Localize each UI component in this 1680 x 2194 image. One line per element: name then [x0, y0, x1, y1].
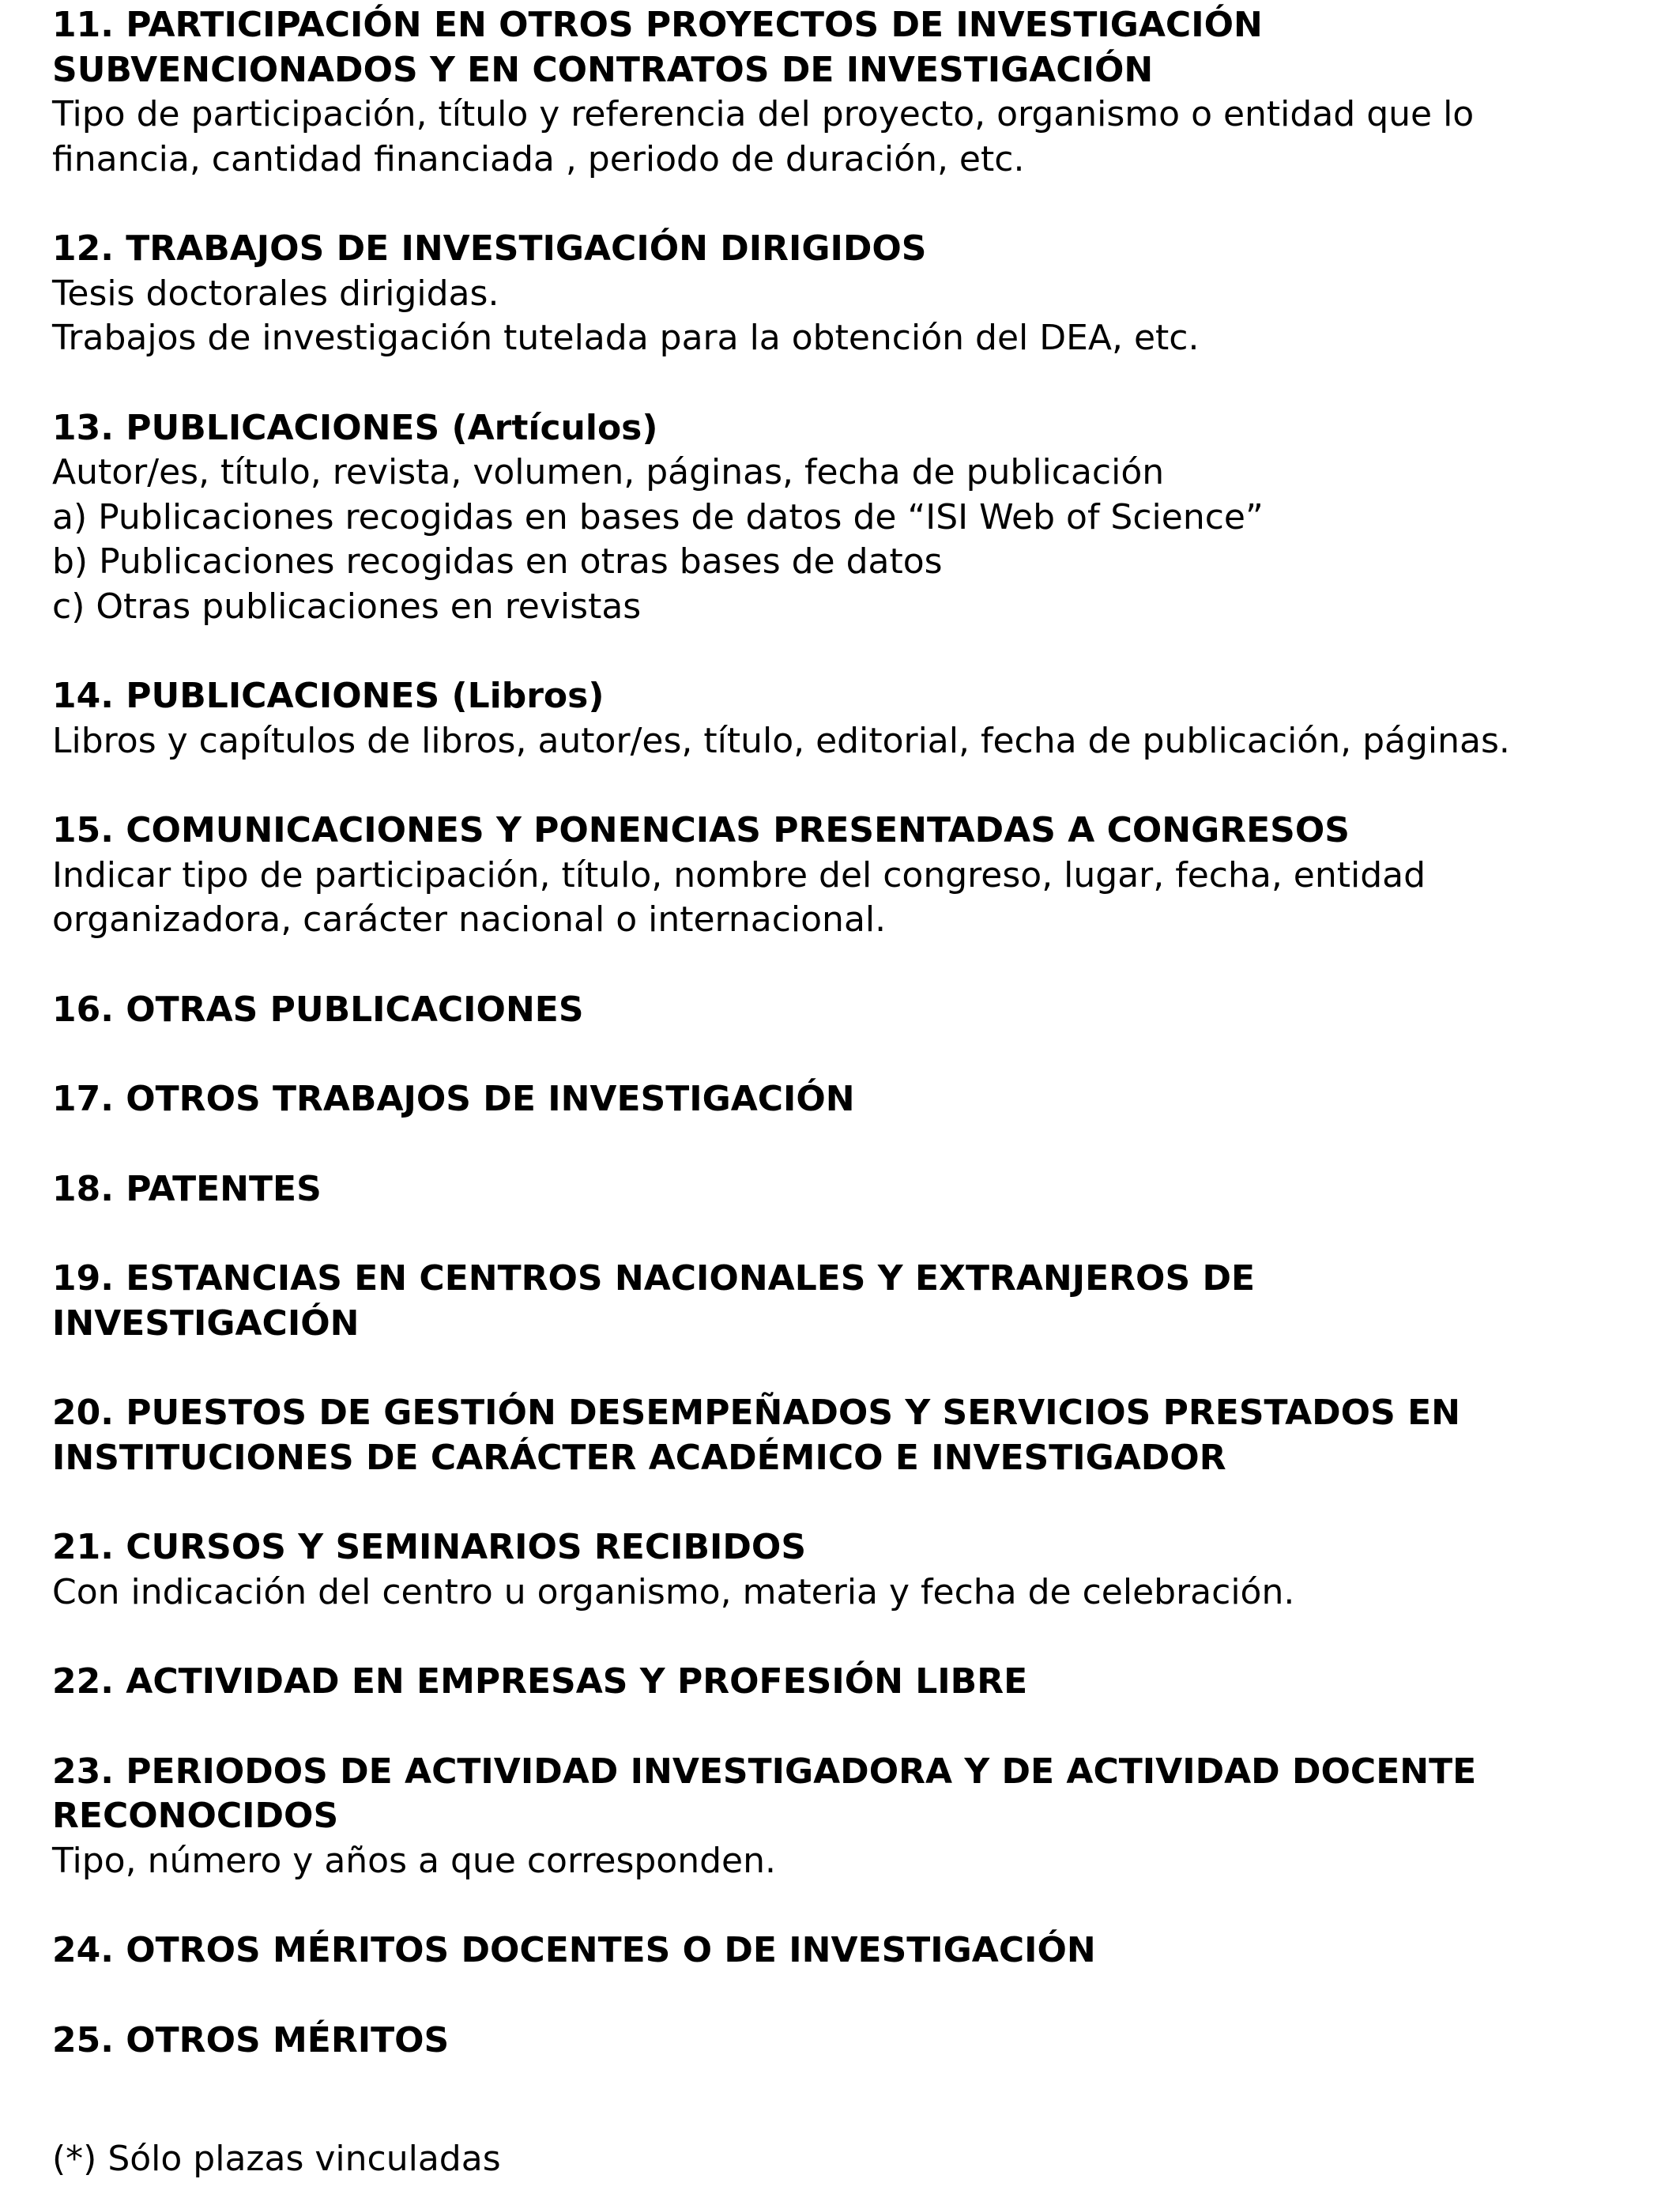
sections-list	[52, 3, 1640, 2063]
section-heading: 19. ESTANCIAS EN CENTROS NACIONALES Y EXTRANJEROS DE	[52, 1258, 1256, 1299]
section-description-line: b) Publicaciones recogidas en otras bases de datos	[52, 541, 943, 582]
section-18	[52, 1167, 1640, 1212]
section-heading: INVESTIGACIÓN	[52, 1302, 360, 1344]
section-19	[52, 1257, 1640, 1346]
section-description-line: Libros y capítulos de libros, autor/es, título, editorial, fecha de publicación, páginas.	[52, 720, 1510, 761]
section-heading: 21. CURSOS Y SEMINARIOS RECIBIDOS	[52, 1527, 807, 1567]
section-heading: 16. OTRAS PUBLICACIONES	[52, 989, 584, 1030]
section-17	[52, 1077, 1640, 1122]
section-heading: 18. PATENTES	[52, 1168, 322, 1209]
section-heading: 20. PUESTOS DE GESTIÓN DESEMPEÑADOS Y SERVICIOS PRESTADOS EN	[52, 1393, 1460, 1433]
section-description-line: c) Otras publicaciones en revistas	[52, 586, 642, 627]
section-15	[52, 809, 1640, 943]
section-description-line: organizadora, carácter nacional o internacional.	[52, 899, 887, 940]
section-description-line: Tesis doctorales dirigidas.	[52, 273, 499, 314]
section-description-line: Tipo, número y años a que corresponden.	[52, 1840, 776, 1881]
section-22	[52, 1660, 1640, 1705]
section-heading: 24. OTROS MÉRITOS DOCENTES O DE INVESTIGACIÓN	[52, 1930, 1096, 1970]
section-heading: 14. PUBLICACIONES (Libros)	[52, 676, 605, 716]
section-heading: RECONOCIDOS	[52, 1796, 339, 1836]
section-heading: 25. OTROS MÉRITOS	[52, 2019, 450, 2060]
section-heading: 12. TRABAJOS DE INVESTIGACIÓN DIRIGIDOS	[52, 228, 927, 269]
section-13	[52, 406, 1640, 630]
section-heading: INSTITUCIONES DE CARÁCTER ACADÉMICO E INVESTIGADOR	[52, 1437, 1226, 1478]
section-heading: 13. PUBLICACIONES (Artículos)	[52, 407, 658, 448]
section-heading: 11. PARTICIPACIÓN EN OTROS PROYECTOS DE INVESTIGACIÓN	[52, 5, 1263, 45]
section-12	[52, 227, 1640, 361]
section-heading: SUBVENCIONADOS Y EN CONTRATOS DE INVESTIGACIÓN	[52, 49, 1154, 90]
section-21	[52, 1525, 1640, 1615]
section-description-line: a) Publicaciones recogidas en bases de datos de “ISI Web of Science”	[52, 496, 1264, 537]
section-heading: 17. OTROS TRABAJOS DE INVESTIGACIÓN	[52, 1079, 855, 1119]
section-description-line: Trabajos de investigación tutelada para la obtención del DEA, etc.	[52, 318, 1200, 358]
section-16	[52, 988, 1640, 1033]
section-20	[52, 1391, 1640, 1480]
section-25	[52, 2019, 1640, 2064]
section-heading: 23. PERIODOS DE ACTIVIDAD INVESTIGADORA Y DE ACTIVIDAD DOCENTE	[52, 1751, 1477, 1792]
section-description-line: Indicar tipo de participación, título, nombre del congreso, lugar, fecha, entidad	[52, 854, 1426, 895]
section-11	[52, 3, 1640, 182]
section-14	[52, 674, 1640, 763]
section-heading: 22. ACTIVIDAD EN EMPRESAS Y PROFESIÓN LIBRE	[52, 1661, 1028, 1702]
document-page	[52, 3, 1640, 2108]
section-description-line: Tipo de participación, título y referencia del proyecto, organismo o entidad que lo	[52, 94, 1475, 134]
section-description-line: Autor/es, título, revista, volumen, páginas, fecha de publicación	[52, 452, 1165, 492]
section-24	[52, 1928, 1640, 1973]
footnote: (*) Sólo plazas vinculadas	[52, 2139, 501, 2179]
section-description-line: financia, cantidad financiada , periodo de duración, etc.	[52, 138, 1025, 179]
section-heading: 15. COMUNICACIONES Y PONENCIAS PRESENTADAS A CONGRESOS	[52, 810, 1350, 850]
section-description-line: Con indicación del centro u organismo, materia y fecha de celebración.	[52, 1571, 1295, 1612]
section-23	[52, 1750, 1640, 1884]
